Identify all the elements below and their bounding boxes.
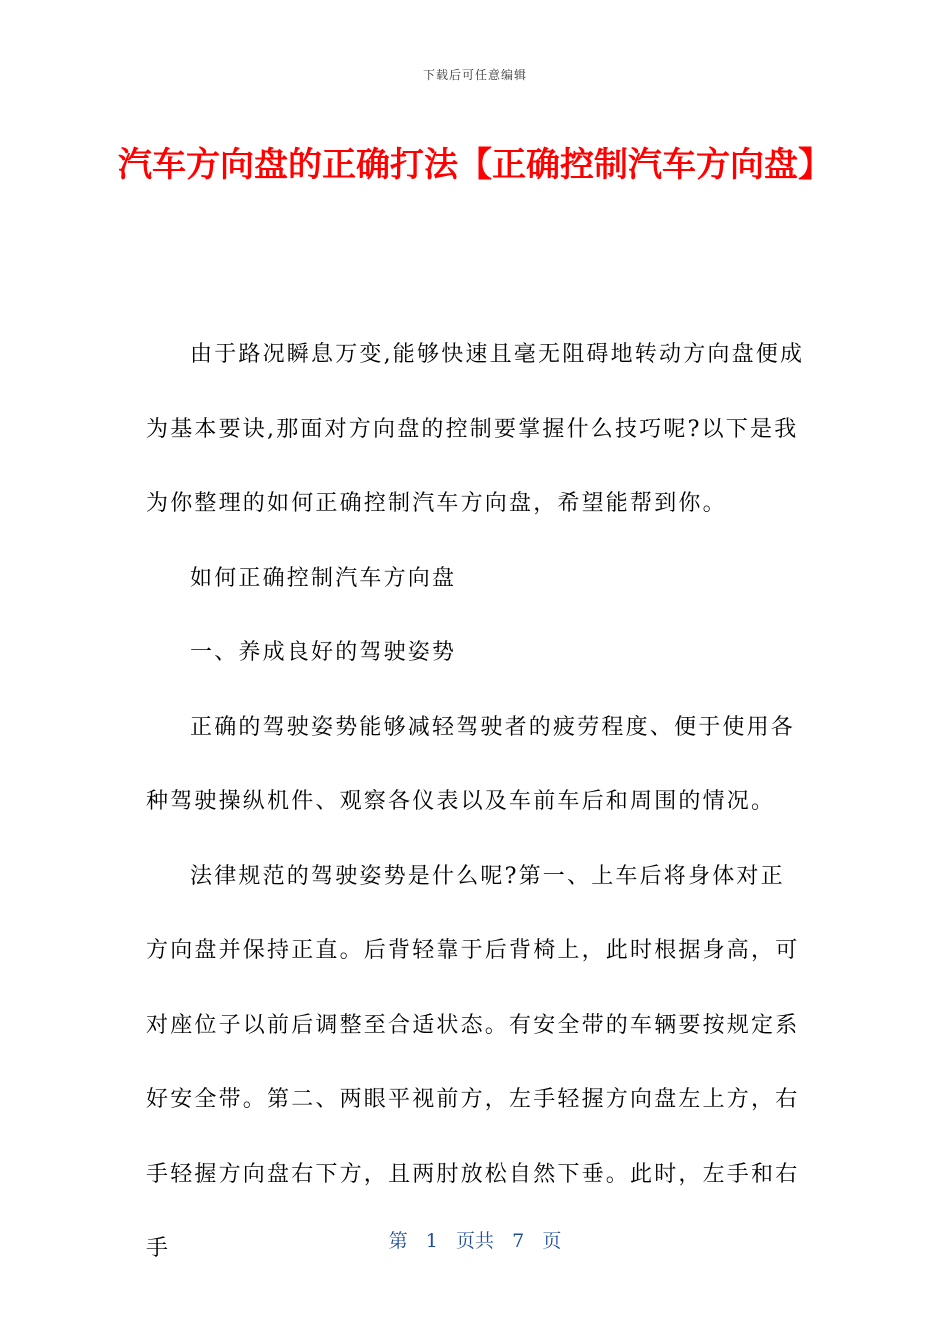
document-body: [146, 318, 806, 1287]
section-heading: 如何正确控制汽车方向盘: [190, 565, 457, 591]
footer-middle: 页共: [455, 1230, 494, 1252]
header-note: 下载后可任意编辑: [422, 68, 527, 82]
paragraph-standard-posture: 法律规范的驾驶姿势是什么呢?第一、上车后将身体对正方向盘并保持正直。后背轻靠于后背椅上，此时根据身高，可对座位子以前后调整至合适状态。有安全带的车辆要按规定系好安全带。第二、两眼平视前方，左手轻握方向盘左上方，右手轻握方向盘右下方，且两肘放松自然下垂。此时，左手和右手: [146, 863, 800, 1261]
subsection-heading: 一、养成良好的驾驶姿势: [190, 640, 457, 665]
footer-suffix: 页: [542, 1230, 562, 1252]
page-number-footer: [0, 1226, 950, 1253]
document-title: 汽车方向盘的正确打法【正确控制汽车方向盘】: [118, 145, 832, 185]
footer-total-pages: 7: [512, 1230, 525, 1252]
paragraph-intro: 由于路况瞬息万变,能够快速且毫无阻碍地转动方向盘便成为基本要诀,那面对方向盘的控制要掌握什么技巧呢?以下是我为你整理的如何正确控制汽车方向盘，希望能帮到你。: [146, 342, 805, 516]
paragraph-posture: 正确的驾驶姿势能够减轻驾驶者的疲劳程度、便于使用各种驾驶操纵机件、观察各仪表以及车前车后和周围的情况。: [146, 714, 796, 814]
footer-page-number: 1: [425, 1230, 438, 1252]
footer-prefix: 第: [388, 1230, 408, 1252]
